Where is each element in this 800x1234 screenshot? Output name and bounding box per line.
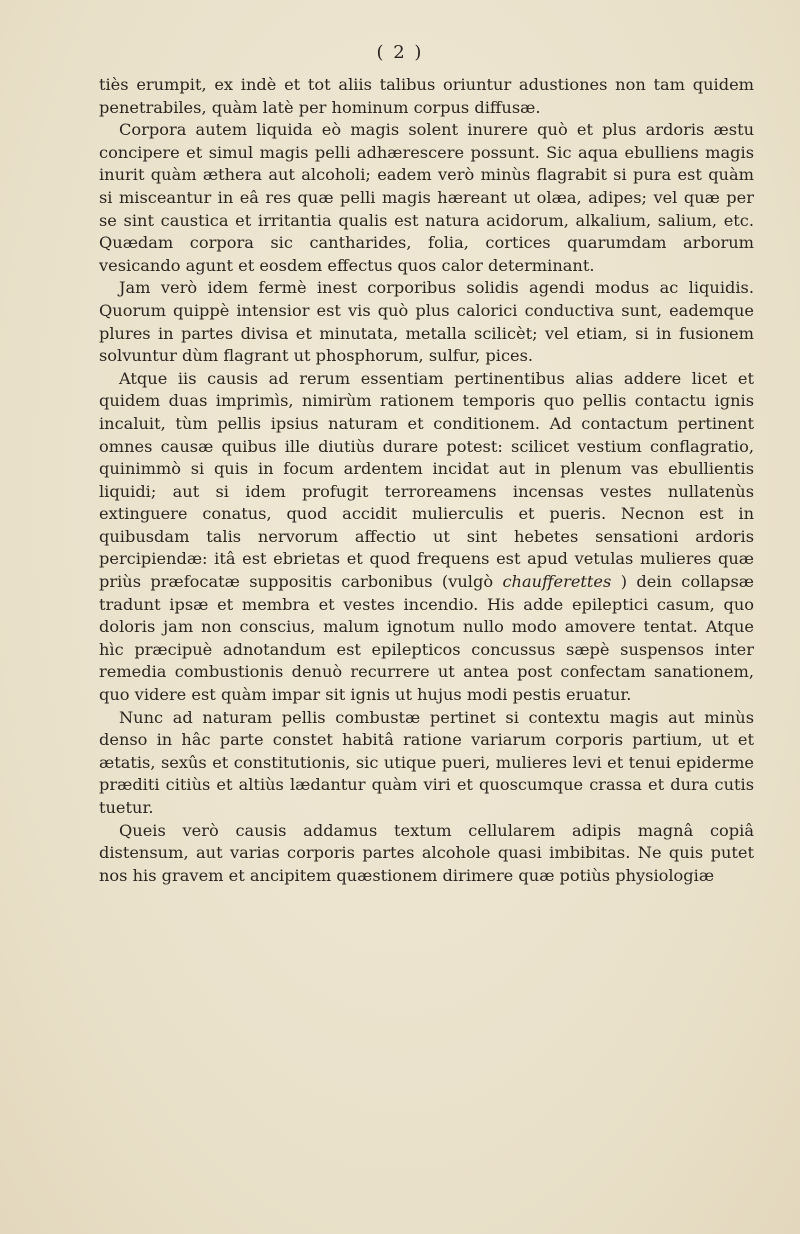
- paragraph-1: tiès erumpit, ex indè et tot aliis talibus oriuntur adustiones non tam quidem penetrabiles, quàm latè per hominum corpus diffusæ.: [99, 75, 754, 117]
- paragraph-4-tail: ) dein collapsæ tradunt ipsæ et membra et vestes incendio. His adde epileptici casum, quo doloris jam non conscius, malum ignotum nullo modo amovere tentat. Atque hìc præcipuè adnotandum est epilepticos concussus sæpè suspensos inter remedia combustionis denuò recurrere ut antea post confectam sanationem, quo videre est quàm impar sit ignis ut hujus modi pestis eruatur.: [99, 572, 754, 705]
- italic-term: chaufferettes: [502, 572, 612, 592]
- paragraph-5: Nunc ad naturam pellis combustæ pertinet si contextu magis aut minùs denso in hâc parte constet habitâ ratione variarum corporis partium, ut et ætatis, sexûs et constitutionis, sic utique pueri, mulieres levi et tenui epiderme præditi citiùs et altiùs lædantur quàm viri et quoscumque crassa et dura cutis tuetur.: [99, 707, 754, 817]
- paragraph-3: Jam verò idem fermè inest corporibus solidis agendi modus ac liquidis. Quorum quippè intensior est vis quò plus calorici conductiva sunt, eademque plures in partes divisa et minutata, metalla scilicèt; vel etiam, si in fusionem solvuntur dùm flagrant ut phosphorum, sulfur, pices.: [99, 278, 754, 366]
- body-text: [99, 74, 754, 887]
- paragraph-6: Queis verò causis addamus textum cellularem adipis magnâ copiâ distensum, aut varias corporis partes alcohole quasi imbibitas. Ne quis putet nos his gravem et ancipitem quæstionem dirimere quæ potiùs physiologiæ: [99, 820, 754, 885]
- paragraph-4-main: Atque iis causis ad rerum essentiam pertinentibus alias addere licet et quidem duas imprimìs, nimirùm rationem temporis quo pellis contactu ignis incaluit, tùm pellis ipsius naturam et conditionem. Ad contactum pertinent omnes causæ quibus ille diutiùs durare potest: scilicet vestium conflagratio, quinimmò si quis in focum ardentem incidat aut in plenum vas ebullientis liquidi; aut si idem profugit terroreamens incensas vestes nullatenùs extinguere conatus, quod accidit mulierculis et pueris. Necnon est in quibusdam talis nervorum affectio ut sint hebetes sensationi ardoris percipiendæ: itâ est ebrietas et quod frequens est apud vetulas mulieres quæ priùs præfocatæ suppositis carbonibus (vulgò: [99, 368, 754, 592]
- paragraph-2: Corpora autem liquida eò magis solent inurere quò et plus ardoris æstu concipere et simul magis pelli adhærescere possunt. Sic aqua ebulliens magis inurit quàm æthera aut alcoholi; eadem verò minùs flagrabit si pura est quàm si misceantur in eâ res quæ pelli magis hæreant ut olæa, adipes; vel quæ per se sint caustica et irritantia qualis est natura acidorum, alkalium, salium, etc. Quædam corpora sic cantharides, folia, cortices quarumdam arborum vesicando agunt et eosdem effectus quos calor determinant.: [99, 120, 754, 275]
- page-number: ( 2 ): [376, 42, 424, 63]
- paragraph-4: [99, 368, 754, 707]
